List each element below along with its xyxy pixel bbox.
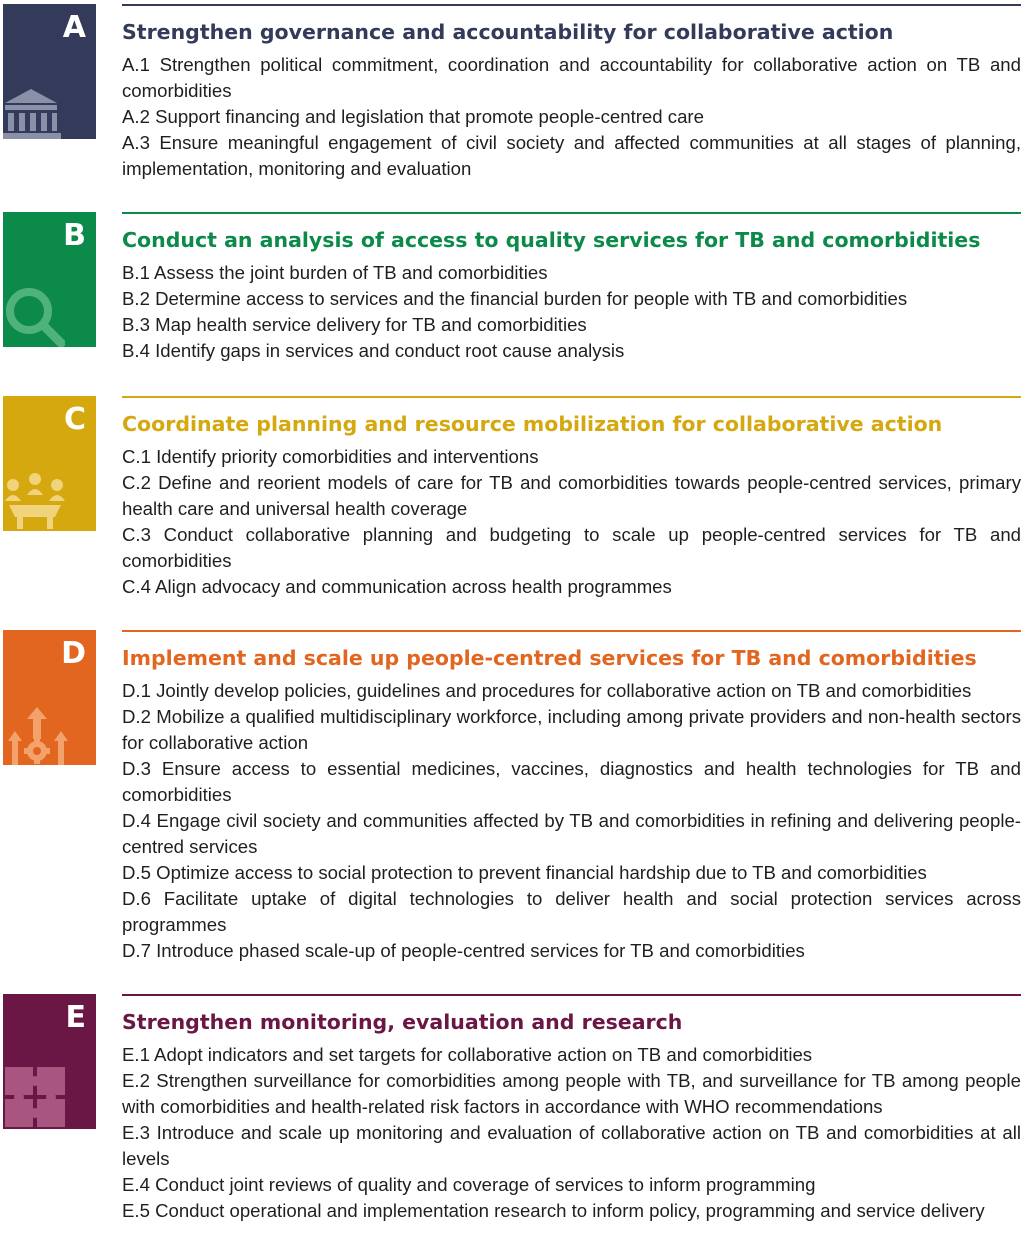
- list-item: B.2 Determine access to services and the financial burden for people with TB and comorbidities: [122, 288, 908, 309]
- section-e-items: [122, 1042, 1021, 1224]
- section-e-tile: [3, 994, 96, 1129]
- section-a-rule: [122, 4, 1021, 6]
- section-c-title: Coordinate planning and resource mobilization for collaborative action: [122, 412, 943, 436]
- section-b-title: Conduct an analysis of access to quality services for TB and comorbidities: [122, 228, 981, 252]
- section-b-rule: [122, 212, 1021, 214]
- list-item: C.1 Identify priority comorbidities and interventions: [122, 446, 539, 467]
- section-c-items: [122, 444, 1021, 600]
- list-item: D.6 Facilitate uptake of digital technologies to deliver health and social protection services across programmes: [122, 888, 1021, 935]
- section-a-title: Strengthen governance and accountability for collaborative action: [122, 20, 894, 44]
- list-item: B.1 Assess the joint burden of TB and comorbidities: [122, 262, 548, 283]
- section-c-letter: C: [63, 402, 86, 437]
- list-item: C.2 Define and reorient models of care for TB and comorbidities towards people-centred services, primary health care and universal health coverage: [122, 472, 1021, 519]
- list-item: E.4 Conduct joint reviews of quality and coverage of services to inform programming: [122, 1174, 816, 1195]
- list-item: A.2 Support financing and legislation that promote people-centred care: [122, 106, 704, 127]
- section-c-tile: [3, 396, 96, 531]
- list-item: E.5 Conduct operational and implementation research to inform policy, programming and service delivery: [122, 1200, 985, 1221]
- section-c-rule: [122, 396, 1021, 398]
- section-e-letter: E: [65, 1000, 86, 1035]
- section-b-tile: [3, 212, 96, 347]
- section-a-tile: [3, 4, 96, 139]
- list-item: B.4 Identify gaps in services and conduct root cause analysis: [122, 340, 625, 361]
- section-a-letter: A: [62, 10, 86, 45]
- puzzle-pieces-icon: [3, 1065, 67, 1129]
- list-item: E.3 Introduce and scale up monitoring and evaluation of collaborative action on TB and comorbidities at all levels: [122, 1122, 1021, 1169]
- section-e-title: Strengthen monitoring, evaluation and research: [122, 1010, 683, 1034]
- section-d-tile: [3, 630, 96, 765]
- section-a-items: [122, 52, 1021, 182]
- section-e-rule: [122, 994, 1021, 996]
- list-item: E.1 Adopt indicators and set targets for collaborative action on TB and comorbidities: [122, 1044, 813, 1065]
- list-item: D.1 Jointly develop policies, guidelines and procedures for collaborative action on TB and comorbidities: [122, 680, 972, 701]
- list-item: A.3 Ensure meaningful engagement of civil society and affected communities at all stages of planning, implementation, monitoring and evaluation: [122, 132, 1021, 179]
- list-item: B.3 Map health service delivery for TB and comorbidities: [122, 314, 587, 335]
- section-b-items: [122, 260, 1021, 364]
- government-building-icon: [3, 83, 63, 139]
- meeting-table-icon: [3, 471, 67, 531]
- list-item: A.1 Strengthen political commitment, coordination and accountability for collaborative action on TB and comorbidities: [122, 54, 1021, 101]
- list-item: D.3 Ensure access to essential medicines, vaccines, diagnostics and health technologies for TB and comorbidities: [122, 758, 1021, 805]
- list-item: D.7 Introduce phased scale-up of people-centred services for TB and comorbidities: [122, 940, 805, 961]
- scale-up-arrows-gear-icon: [3, 705, 73, 765]
- list-item: E.2 Strengthen surveillance for comorbidities among people with TB, and surveillance for TB among people with comorbidities and health-related risk factors in accordance with WHO recommendations: [122, 1070, 1021, 1117]
- list-item: D.2 Mobilize a qualified multidisciplinary workforce, including among private providers and non-health sectors for collaborative action: [122, 706, 1021, 753]
- list-item: C.3 Conduct collaborative planning and budgeting to scale up people-centred services for TB and comorbidities: [122, 524, 1021, 571]
- section-b-letter: B: [63, 218, 86, 253]
- list-item: C.4 Align advocacy and communication across health programmes: [122, 576, 672, 597]
- list-item: D.4 Engage civil society and communities affected by TB and comorbidities in refining and delivering people-centred services: [122, 810, 1021, 857]
- magnifier-icon: [3, 277, 65, 347]
- list-item: D.5 Optimize access to social protection to prevent financial hardship due to TB and comorbidities: [122, 862, 927, 883]
- section-d-rule: [122, 630, 1021, 632]
- section-d-letter: D: [61, 636, 86, 671]
- section-d-title: Implement and scale up people-centred services for TB and comorbidities: [122, 646, 977, 670]
- section-d-items: [122, 678, 1021, 964]
